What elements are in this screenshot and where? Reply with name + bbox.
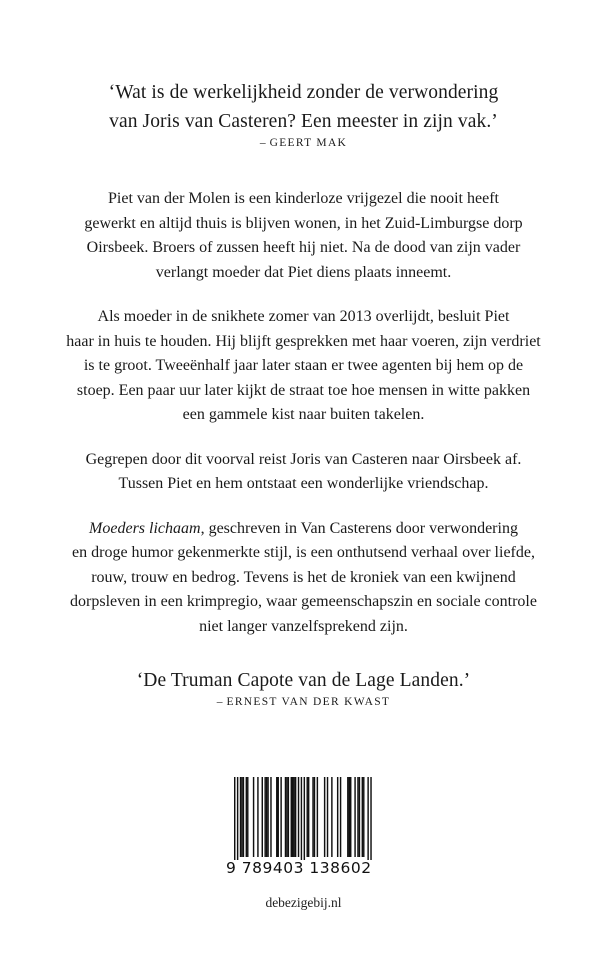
bottom-quote-author: ERNEST VAN DER KWAST — [226, 696, 391, 708]
blurb-p1-line-3: Oirsbeek. Broers of zussen heeft hij niet. Na de dood van zijn vader — [86, 239, 521, 256]
barcode-bar — [288, 777, 289, 857]
blurb-p4-line-2: en droge humor gekenmerkte stijl, is een onthutsend verhaal over liefde, — [72, 544, 535, 561]
barcode-bar — [370, 777, 371, 860]
bottom-quote-attribution — [0, 694, 607, 710]
blurb-p1-line-4: verlangt moeder dat Piet diens plaats inneemt. — [155, 263, 452, 281]
isbn-number: 9 789403 138602 — [226, 859, 372, 877]
barcode-bar — [327, 777, 328, 857]
barcode-bar — [247, 777, 248, 857]
barcode-bar — [349, 777, 350, 857]
publisher-website: debezigebij.nl — [265, 895, 342, 910]
blurb-p4-line-1-rest: , geschreven in Van Casterens door verwondering — [200, 519, 518, 537]
barcode-bar — [304, 777, 305, 860]
blurb-p3-line-1: Gegrepen door dit voorval reist Joris van Casteren naar Oirsbeek af. — [85, 450, 522, 468]
barcode-bar — [257, 777, 258, 857]
barcode-bar — [312, 777, 313, 857]
barcode-bar — [266, 777, 267, 857]
barcode-bar — [234, 777, 235, 860]
blurb — [0, 187, 607, 659]
blurb-p2-line-2: haar in huis te houden. Hij blijft gesprekken met haar voeren, zijn verdriet — [66, 332, 541, 350]
blurb-paragraph-2 — [0, 305, 607, 428]
blurb-p2-line-3: is te groot. Tweeënhalf jaar later staan er twee agenten bij hem op de — [83, 357, 524, 374]
blurb-p2-line-5: een gammele kist naar buiten takelen. — [182, 406, 425, 423]
blurb-p4-line-1 — [0, 517, 607, 542]
top-quote-author: GEERT MAK — [269, 137, 348, 149]
barcode-bar — [246, 777, 247, 857]
barcode-bar — [293, 777, 294, 857]
barcode-bar — [240, 777, 241, 857]
barcode-bar — [243, 777, 244, 857]
blurb-p4-line-3: rouw, trouw en bedrog. Tevens is het de kroniek van een kwijnend — [91, 568, 516, 586]
bottom-quote-line-1: ‘De Truman Capote van de Lage Landen.’ — [136, 670, 471, 691]
book-title: Moeders lichaam — [89, 519, 201, 537]
barcode-bar — [354, 777, 355, 857]
barcode-icon — [224, 773, 388, 860]
blurb-p4-line-4: dorpsleven in een krimpregio, waar gemeenschapszin en sociale controle — [70, 593, 537, 610]
attribution-dash: – — [216, 696, 223, 708]
barcode-bar — [237, 777, 238, 860]
blurb-p4-line-5: niet langer vanzelfsprekend zijn. — [199, 617, 408, 635]
barcode-bar — [357, 777, 358, 857]
barcode-bar — [331, 777, 332, 857]
barcode-bar — [308, 777, 309, 857]
barcode-bar — [262, 777, 263, 857]
barcode-bar — [278, 777, 279, 857]
barcode-bar — [301, 777, 302, 860]
barcode-bar — [270, 777, 271, 857]
barcode-bar — [350, 777, 351, 857]
barcode-bar — [286, 777, 287, 857]
attribution-dash: – — [259, 137, 266, 149]
barcode-bar — [340, 777, 341, 857]
blurb-p2-line-4: stoep. Een paar uur later kijkt de straat toe hoe mensen in witte pakken — [76, 381, 531, 399]
barcode-bar — [285, 777, 286, 857]
barcode-bar — [314, 777, 315, 857]
barcode-bar — [253, 777, 254, 857]
barcode-bar — [359, 777, 360, 857]
top-quote-line-2: van Joris van Casteren? Een meester in zijn vak.’ — [109, 111, 498, 132]
barcode-bar — [264, 777, 265, 857]
blurb-paragraph-4 — [0, 517, 607, 640]
barcode-bar — [317, 777, 318, 857]
barcode-bar — [267, 777, 268, 857]
top-quote — [0, 78, 607, 136]
blurb-paragraph-1 — [0, 187, 607, 285]
blurb-p1-line-1: Piet van der Molen is een kinderloze vrijgezel die nooit heeft — [108, 190, 499, 207]
barcode-bar — [291, 777, 292, 857]
blurb-p1-line-2: gewerkt en altijd thuis is blijven wonen, in het Zuid-Limburgse dorp — [84, 214, 523, 232]
bottom-quote — [0, 666, 607, 695]
blurb-p3-line-2: Tussen Piet en hem ontstaat een wonderlijke vriendschap. — [118, 475, 489, 492]
barcode-bars — [224, 773, 388, 860]
barcode-bar — [324, 777, 325, 857]
barcode-bar — [307, 777, 308, 857]
barcode-bar — [292, 777, 293, 857]
barcode-bar — [241, 777, 242, 857]
top-quote-attribution — [0, 135, 607, 151]
barcode-bar — [298, 777, 299, 857]
barcode-bar — [347, 777, 348, 857]
barcode-bar — [363, 777, 364, 857]
barcode-bar — [276, 777, 277, 857]
barcode-bar — [367, 777, 368, 860]
barcode-bar — [337, 777, 338, 857]
blurb-p2-line-1: Als moeder in de snikhete zomer van 2013 overlijdt, besluit Piet — [97, 308, 510, 325]
top-quote-line-1: ‘Wat is de werkelijkheid zonder de verwondering — [108, 82, 499, 103]
barcode-bar — [280, 777, 281, 857]
barcode-bar — [362, 777, 363, 857]
blurb-paragraph-3 — [0, 448, 607, 497]
barcode-bar — [295, 777, 296, 857]
